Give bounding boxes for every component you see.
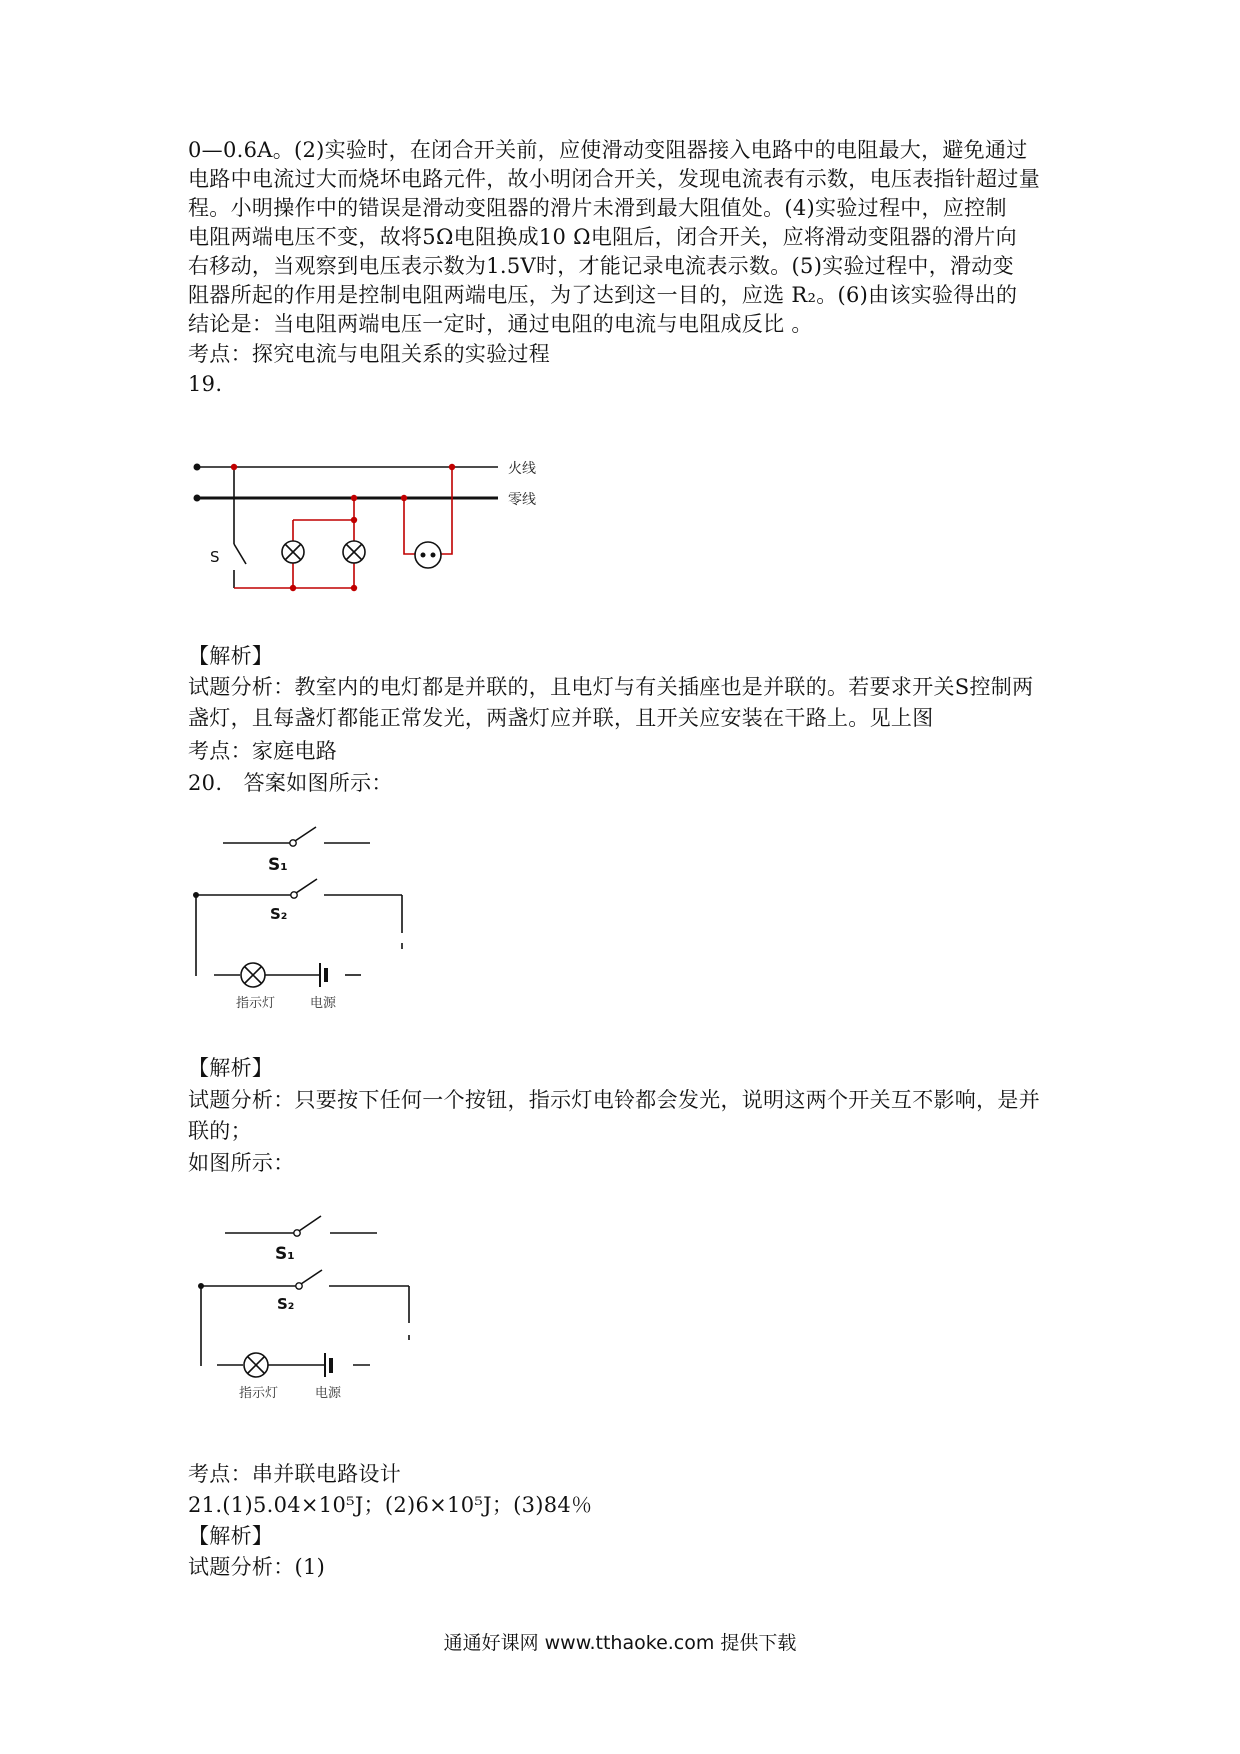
junction-dot [401, 495, 407, 501]
analysis-line: 联的； [188, 1119, 252, 1143]
power-source-label: 电源 [315, 1386, 342, 1401]
question-21-answer: 21.(1)5.04×10⁵J；(2)6×10⁵J；(3)84％ [188, 1493, 593, 1517]
live-wire-label: 火线 [508, 461, 536, 477]
paragraph-line: 右移动，当观察到电压表示数为1.5V时，才能记录电流表示数。(5)实验过程中，滑动变 [188, 254, 1014, 278]
red-wire [436, 467, 452, 554]
battery-icon [325, 1353, 331, 1377]
junction-dot [351, 495, 357, 501]
analysis-line: 试题分析：教室内的电灯都是并联的，且电灯与有关插座也是并联的。若要求开关S控制两 [188, 675, 1034, 699]
household-circuit-diagram [188, 440, 568, 615]
socket-icon [415, 542, 441, 568]
indicator-lamp-icon [244, 1353, 268, 1377]
paragraph-line: 0—0.6A。(2)实验时，在闭合开关前，应使滑动变阻器接入电路中的电阻最大，避免通过 [188, 138, 1028, 162]
paragraph-line: 阻器所起的作用是控制电阻两端电压，为了达到这一目的，应选 R₂。(6)由该实验得出的 [188, 283, 1018, 307]
switch-blade [295, 827, 316, 841]
kaodian-18: 考点：探究电流与电阻关系的实验过程 [188, 342, 551, 366]
paragraph-line: 电阻两端电压不变，故将5Ω电阻换成10 Ω电阻后，闭合开关，应将滑动变阻器的滑片向 [188, 225, 1017, 249]
junction-dot [231, 464, 237, 470]
jiexi-heading-21: 【解析】 [188, 1524, 274, 1548]
switch-label: S [210, 548, 220, 566]
lamp-icon [343, 541, 365, 563]
indicator-lamp-icon [241, 963, 265, 987]
lamp-icon [282, 541, 304, 563]
analysis-line: 试题分析：(1) [188, 1555, 326, 1579]
parallel-switch-circuit-diagram-repeat [195, 1203, 425, 1403]
junction-dot [449, 464, 455, 470]
switch-s1-label: S₁ [268, 855, 288, 875]
switch-s2-label: S₂ [270, 905, 288, 923]
analysis-line: 试题分析：只要按下任何一个按钮，指示灯电铃都会发光，说明这两个开关互不影响，是并 [188, 1088, 1040, 1112]
switch-s1-label: S₁ [275, 1244, 295, 1264]
paragraph-line: 程。小明操作中的错误是滑动变阻器的滑片未滑到最大阻值处。(4)实验过程中，应控制 [188, 196, 1007, 220]
question-20-header: 20. 答案如图所示： [188, 771, 393, 795]
junction-dot [351, 585, 357, 591]
neutral-wire-label: 零线 [508, 492, 536, 508]
as-shown-text: 如图所示： [188, 1151, 295, 1175]
kaodian-19: 考点：家庭电路 [188, 739, 338, 763]
junction-dot [290, 585, 296, 591]
switch-blade [296, 879, 317, 893]
paragraph-line: 电路中电流过大而烧坏电路元件，故小明闭合开关，发现电流表有示数，电压表指针超过量 [188, 167, 1040, 191]
kaodian-20: 考点：串并联电路设计 [188, 1462, 401, 1486]
parallel-switch-circuit-diagram [188, 818, 418, 1018]
jiexi-heading-20: 【解析】 [188, 1056, 274, 1080]
paragraph-line: 结论是：当电阻两端电压一定时，通过电阻的电流与电阻成反比 。 [188, 312, 813, 336]
lamp-label: 指示灯 [239, 1386, 279, 1401]
analysis-line: 盏灯，且每盏灯都能正常发光，两盏灯应并联，且开关应安装在干路上。见上图 [188, 706, 934, 730]
junction-dot [351, 517, 357, 523]
page-footer: 通通好课网 www.tthaoke.com 提供下载 [443, 1632, 797, 1654]
lamp-label: 指示灯 [236, 996, 276, 1011]
switch-blade [299, 1216, 321, 1231]
switch-s2-label: S₂ [277, 1295, 295, 1313]
red-wire [404, 498, 420, 554]
battery-icon [320, 963, 326, 987]
switch-blade [234, 544, 246, 564]
jiexi-heading-19: 【解析】 [188, 644, 274, 668]
switch-blade [301, 1270, 322, 1284]
power-source-label: 电源 [310, 996, 337, 1011]
question-19-number: 19. [188, 372, 223, 396]
